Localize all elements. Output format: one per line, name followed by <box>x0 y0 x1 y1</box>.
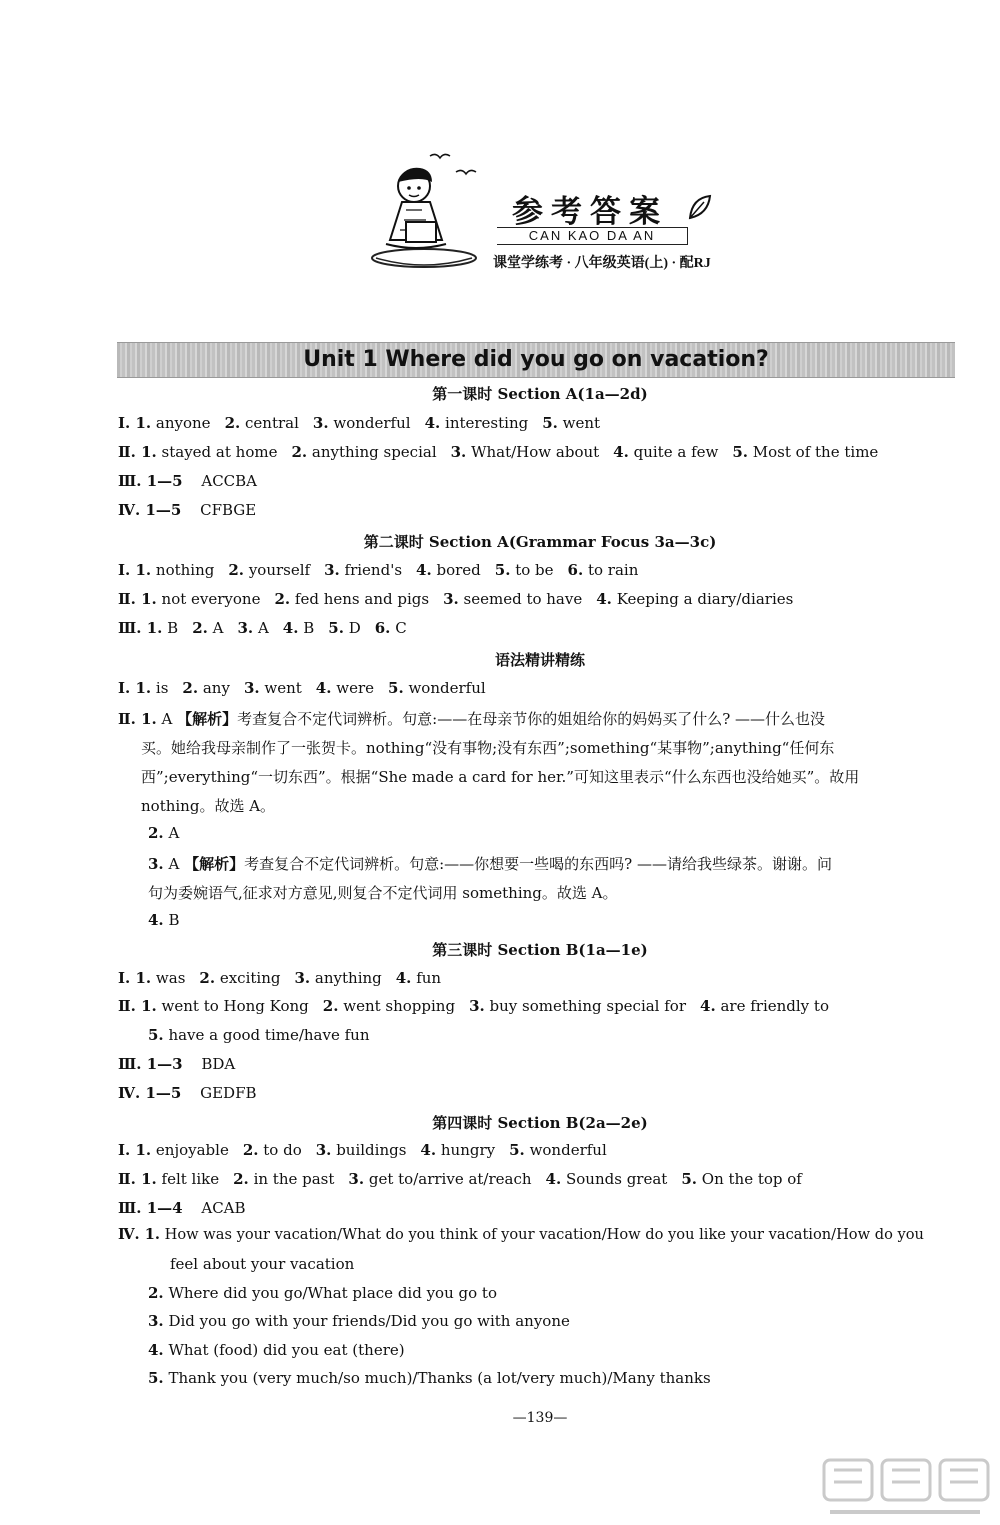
answer-line: Ⅳ. 1—5 CFBGE <box>118 501 257 519</box>
leaf-icon <box>686 192 714 222</box>
answer-line: 5. Thank you (very much/so much)/Thanks (a lot/very much)/Many thanks <box>148 1369 711 1387</box>
answer-line: Ⅲ. 1—4 ACAB <box>118 1199 246 1217</box>
explanation-line: 买。她给我母亲制作了一张贺卡。nothing“没有事物;没有东西”;something“某事物”;anything“任何东 <box>141 739 835 757</box>
answer-line: Ⅱ. 1. stayed at home 2. anything special 3. What/How about 4. quite a few 5. Most of the time <box>118 443 879 461</box>
answer-line: Ⅲ. 1—3 BDA <box>118 1055 236 1073</box>
answer-line: 4. What (food) did you eat (there) <box>148 1341 405 1359</box>
answer-line: Ⅱ. 1. not everyone 2. fed hens and pigs 3. seemed to have 4. Keeping a diary/diaries <box>118 590 794 608</box>
explanation-line: Ⅱ. 1. A 【解析】考查复合不定代词辨析。句意:——在母亲节你的姐姐给你的妈妈买了什么? ——什么也没 <box>118 710 826 728</box>
answer-line: feel about your vacation <box>170 1255 355 1273</box>
answer-line: Ⅰ. 1. anyone 2. central 3. wonderful 4. interesting 5. went <box>118 414 601 432</box>
unit-title: Unit 1 Where did you go on vacation? <box>303 347 769 372</box>
section-heading-2: 第二课时 Section A(Grammar Focus 3a—3c) <box>363 533 717 551</box>
header-subtitle: 课堂学练考 · 八年级英语(上) · 配RJ <box>493 256 711 271</box>
answer-line: 4. B <box>148 911 180 929</box>
section-heading-grammar: 语法精讲精练 <box>494 651 585 669</box>
student-with-laptop-illustration <box>362 150 482 275</box>
answer-line: Ⅰ. 1. was 2. exciting 3. anything 4. fun <box>118 969 442 987</box>
watermark-logo <box>820 1456 995 1521</box>
answer-line: Ⅳ. 1. How was your vacation/What do you think of your vacation/How do you like your vacation/How do you <box>118 1226 924 1243</box>
unit-banner <box>117 342 955 378</box>
answer-line: Ⅳ. 1—5 GEDFB <box>118 1084 257 1102</box>
page-number: —139— <box>512 1410 568 1426</box>
answer-line: Ⅱ. 1. felt like 2. in the past 3. get to/arrive at/reach 4. Sounds great 5. On the top of <box>118 1170 802 1188</box>
explanation-line: 西”;everything“一切东西”。根据“She made a card for her.”可知这里表示“什么东西也没给她买”。故用 <box>141 768 860 786</box>
answer-line: Ⅰ. 1. is 2. any 3. went 4. were 5. wonderful <box>118 679 486 697</box>
header-pinyin: CAN KAO DA AN <box>497 227 688 245</box>
answer-line: Ⅲ. 1—5 ACCBA <box>118 472 258 490</box>
explanation-line: 3. A 【解析】考查复合不定代词辨析。句意:——你想要一些喝的东西吗? ——请给我些绿茶。谢谢。问 <box>148 855 832 873</box>
explanation-line: 句为委婉语气,征求对方意见,则复合不定代词用 something。故选 A。 <box>148 884 618 902</box>
section-heading-1: 第一课时 Section A(1a—2d) <box>432 385 648 403</box>
answer-line: 3. Did you go with your friends/Did you go with anyone <box>148 1312 570 1330</box>
explanation-line: nothing。故选 A。 <box>141 797 276 815</box>
answer-line: Ⅲ. 1. B 2. A 3. A 4. B 5. D 6. C <box>118 619 407 637</box>
answer-line: Ⅰ. 1. nothing 2. yourself 3. friend's 4. bored 5. to be 6. to rain <box>118 561 639 579</box>
answer-line: Ⅰ. 1. enjoyable 2. to do 3. buildings 4. hungry 5. wonderful <box>118 1141 607 1159</box>
answer-line: 2. A <box>148 824 180 842</box>
header-title: 参考答案 <box>512 194 668 230</box>
section-heading-3: 第三课时 Section B(1a—1e) <box>432 941 648 959</box>
answer-line: 5. have a good time/have fun <box>148 1026 370 1044</box>
section-heading-4: 第四课时 Section B(2a—2e) <box>432 1114 648 1132</box>
answer-line: Ⅱ. 1. went to Hong Kong 2. went shopping 3. buy something special for 4. are friendly to <box>118 997 829 1015</box>
answer-line: 2. Where did you go/What place did you go to <box>148 1284 497 1302</box>
